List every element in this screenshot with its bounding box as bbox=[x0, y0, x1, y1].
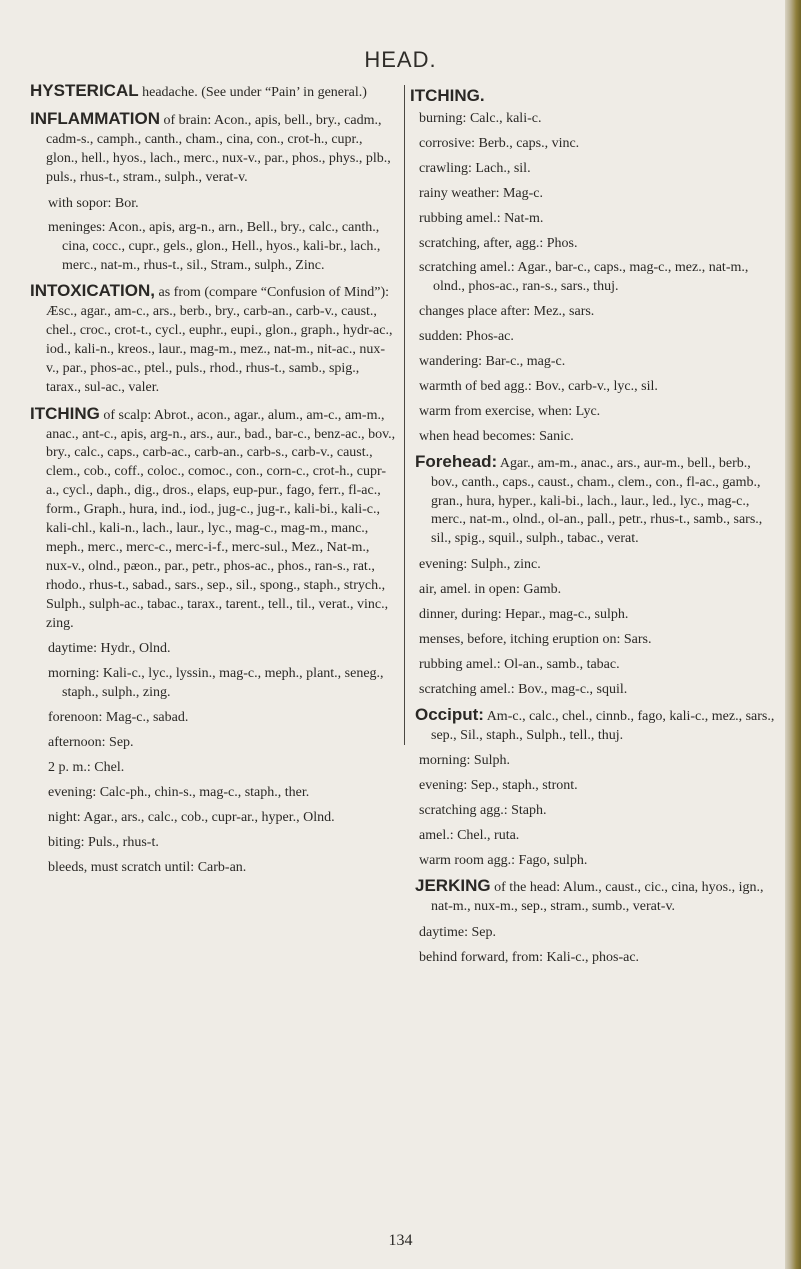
entry-text: headache. (See under “Pain’ in general.) bbox=[142, 85, 367, 100]
sub-entry: corrosive: Berb., caps., vinc. bbox=[419, 135, 580, 151]
sub-entry: warm room agg.: Fago, sulph. bbox=[419, 853, 588, 869]
entry-intoxication bbox=[30, 282, 396, 397]
rubric-itching: ITCHING bbox=[30, 403, 100, 423]
entry-text: of brain: Acon., apis, bell., bry., cadm., cadm-s., camph., canth., cham., cina, con., crot-h., cupr., glon., hell., hyos., lach., merc., nux-v., par., phos., phys., plb., puls., rhus-t., stram., sulph., verat-v. bbox=[46, 112, 391, 185]
rubric-hysterical: HYSTERICAL bbox=[30, 81, 139, 100]
sub-entry: rubbing amel.: Ol-an., samb., tabac. bbox=[419, 656, 620, 672]
entry-forehead bbox=[415, 453, 775, 550]
sub-entry: night: Agar., ars., calc., cob., cupr-ar., hyper., Olnd. bbox=[48, 809, 335, 825]
page-header: HEAD. bbox=[364, 47, 437, 72]
sub-entry: forenoon: Mag-c., sabad. bbox=[48, 710, 189, 726]
sub-entry: behind forward, from: Kali-c., phos-ac. bbox=[419, 949, 640, 965]
sub-entry: wandering: Bar-c., mag-c. bbox=[419, 354, 566, 370]
entry-inflammation bbox=[30, 110, 396, 188]
sub-entry: evening: Sulph., zinc. bbox=[419, 557, 541, 573]
entry-itching-scalp bbox=[30, 405, 396, 634]
sub-entry: scratching amel.: Bov., mag-c., squil. bbox=[419, 681, 628, 697]
sub-entry: morning: Sulph. bbox=[419, 753, 511, 769]
sub-entry: with sopor: Bor. bbox=[48, 195, 139, 211]
sub-entry: morning: Kali-c., lyc., lyssin., mag-c., meph., plant., seneg., staph., sulph., zing. bbox=[48, 666, 384, 701]
sub-entry: rainy weather: Mag-c. bbox=[419, 185, 543, 201]
entry-occiput bbox=[415, 706, 775, 746]
sub-entry: rubbing amel.: Nat-m. bbox=[419, 210, 544, 226]
sub-entry: scratching amel.: Agar., bar-c., caps., mag-c., mez., nat-m., olnd., phos-ac., ran-s., sars., thuj. bbox=[419, 260, 749, 295]
entry-jerking bbox=[415, 877, 775, 917]
left-column bbox=[30, 82, 396, 884]
sub-entry: dinner, during: Hepar., mag-c., sulph. bbox=[419, 607, 629, 623]
sub-entry: biting: Puls., rhus-t. bbox=[48, 834, 159, 850]
sub-entry: changes place after: Mez., sars. bbox=[419, 304, 595, 320]
rubric-forehead: Forehead: bbox=[415, 451, 498, 471]
entry-text: Agar., am-m., anac., ars., aur-m., bell., berb., bov., canth., caps., caust., cham., clem., con., fl-ac., gamb., gran., hura, hyper., kali-bi., lach., laur., led., lyc., mag-c., merc., nat-m., olnd., ol-an., pall., petr., rhus-t., samb., sars., sil., spig., squil., sulph., tabac., verat. bbox=[431, 455, 763, 547]
sub-entry: daytime: Sep. bbox=[419, 924, 496, 940]
column-divider bbox=[404, 85, 405, 745]
sub-entry: bleeds, must scratch until: Carb-an. bbox=[48, 859, 247, 875]
sub-entry: 2 p. m.: Chel. bbox=[48, 760, 125, 775]
sub-entry: evening: Calc-ph., chin-s., mag-c., staph., ther. bbox=[48, 784, 310, 800]
sub-entry: evening: Sep., staph., stront. bbox=[419, 778, 578, 794]
sub-entry: scratching agg.: Staph. bbox=[419, 803, 547, 819]
entry-text: of scalp: Abrot., acon., agar., alum., am-c., am-m., anac., ant-c., apis, arg-n., ars., aur., bad., bar-c., benz-ac., bov., bry., calc., caps., carb-ac., carb-an., carb-s., carb-v., caust., clem., cob., coff., coloc., comoc., con., corn-c., crot-h., cupr-a., cycl., daph., dig., dros., elaps, eup-pur., fago, ferr., fl-ac., form., Graph., hura, ind., iod., jug-c., jug-r., kali-bi., kali-c., kali-chl., kali-n., lach., laur., lyc., mag-c., mag-m., manc., meph., merc., merc-c., merc-i-f., merc-sul., Mez., Nat-m., nux-v., olnd., pæon., par., petr., phos-ac., phos., ran-s., rat., rhodo., rhus-t., sabad., sars., sep., sil., spong., staph., strych., Sulph., sulph-ac., tabac., tarax., tarent., tell., til., verat., vinc., zing. bbox=[46, 407, 396, 631]
rubric-intoxication: INTOXICATION, bbox=[30, 281, 155, 301]
page-edge-shadow bbox=[785, 0, 801, 1269]
sub-entry: burning: Calc., kali-c. bbox=[419, 111, 542, 126]
entry-text: of the head: Alum., caust., cic., cina, hyos., ign., nat-m., nux-m., sep., stram., sumb., verat-v. bbox=[431, 880, 764, 914]
sub-entry: when head becomes: Sanic. bbox=[419, 428, 574, 444]
section-title-itching: ITCHING. bbox=[410, 86, 485, 105]
entry-text: Am-c., calc., chel., cinnb., fago, kali-c., mez., sars., sep., Sil., staph., Sulph., tell., thuj. bbox=[431, 708, 775, 743]
rubric-inflammation: INFLAMMATION bbox=[30, 108, 160, 128]
sub-entry: sudden: Phos-ac. bbox=[419, 329, 514, 345]
sub-entry: daytime: Hydr., Olnd. bbox=[48, 641, 171, 657]
sub-entry: warmth of bed agg.: Bov., carb-v., lyc., sil. bbox=[419, 378, 658, 394]
sub-entry: warm from exercise, when: Lyc. bbox=[419, 403, 601, 419]
entry-hysterical bbox=[30, 82, 396, 103]
sub-entry: scratching, after, agg.: Phos. bbox=[419, 235, 578, 251]
rubric-jerking: JERKING bbox=[415, 876, 491, 895]
sub-entry: menses, before, itching eruption on: Sars. bbox=[419, 631, 652, 647]
sub-entry: meninges: Acon., apis, arg-n., arn., Bell., bry., calc., canth., cina, cocc., cupr., gels., glon., Hell., hyos., kali-br., lach., merc., nat-m., rhus-t., sil., Stram., sulph., Zinc. bbox=[48, 220, 381, 274]
rubric-occiput: Occiput: bbox=[415, 704, 484, 724]
sub-entry: air, amel. in open: Gamb. bbox=[419, 582, 562, 598]
sub-entry: amel.: Chel., ruta. bbox=[419, 828, 520, 844]
right-column bbox=[415, 110, 775, 974]
sub-entry: crawling: Lach., sil. bbox=[419, 160, 531, 176]
entry-text: as from (compare “Confusion of Mind”): Æsc., agar., am-c., ars., berb., bry., carb-an., carb-v., caust., chel., croc., crot-t., cycl., euphr., eupi., glon., graph., hydr-ac., iod., kali-n., kreos., laur., mag-m., mez., nat-m., nit-ac., nux-v., par., phos-ac., ptel., puls., rhod., rhus-t., samb., spig., tarax., sul-ac., valer. bbox=[46, 285, 393, 395]
sub-entry: afternoon: Sep. bbox=[48, 735, 134, 751]
page-number: 134 bbox=[388, 1232, 413, 1249]
